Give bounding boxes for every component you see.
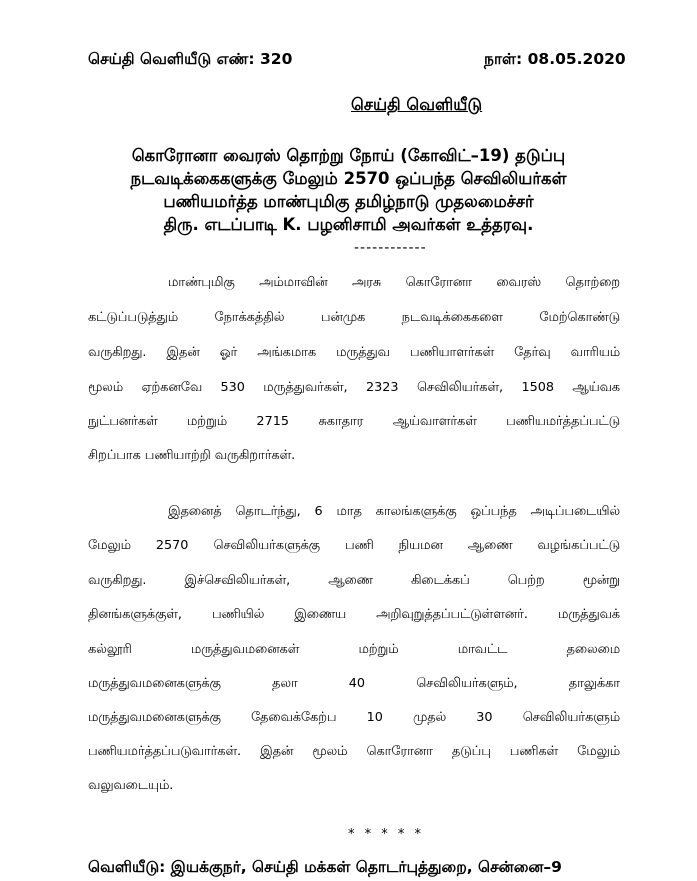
heading-line-3: பணியமர்த்த மாண்புமிகு தமிழ்நாடு முதலமைச்சர் [163, 192, 534, 211]
release-number: செய்தி வெளியீடு எண்: 320 [88, 50, 293, 68]
paragraph-line: சிறப்பாக பணியாற்றி வருகிறார்கள். [88, 448, 296, 463]
paragraph-line: மருத்துவமனைகளுக்கு தலா 40 செவிலியர்களும், தாலுக்கா [88, 676, 620, 691]
paragraph-line: கல்லூரி மருத்துவமனைகள் மற்றும் மாவட்ட தலைமை [88, 642, 620, 657]
paragraph-line: தினங்களுக்குள், பணியில் இணைய அறிவுறுத்தப்பட்டுள்ளனர். மருத்துவக் [88, 607, 620, 622]
paragraph-line: வருகிறது. இதன் ஓர் அங்கமாக மருத்துவ பணியாளர்கள் தேர்வு வாரியம் [88, 345, 620, 360]
end-marker: * * * * * [348, 827, 425, 842]
heading-line-4: திரு. எடப்பாடி K. பழனிசாமி அவர்கள் உத்தரவு. [163, 215, 534, 234]
paragraph-line: வருகிறது. இச்செவிலியர்கள், ஆணை கிடைக்கப் பெற்ற மூன்று [88, 573, 620, 588]
paragraph-line: நுட்பனர்கள் மற்றும் 2715 சுகாதார ஆய்வாளர்கள் பணியமர்த்தப்பட்டு [88, 414, 620, 429]
heading-line-1: கொரோனா வைரஸ் தொற்று நோய் (கோவிட்–19) தடுப்பு [131, 146, 566, 165]
paragraph-line: கட்டுப்படுத்தும் நோக்கத்தில் பன்முக நடவடிக்கைகளை மேற்கொண்டு [88, 310, 620, 325]
release-date: நாள்: 08.05.2020 [484, 50, 626, 68]
paragraph-line: மாண்புமிகு அம்மாவின் அரசு கொரோனா வைரஸ் தொற்றை [168, 275, 620, 290]
footer-source: வெளியீடு: இயக்குநர், செய்தி மக்கள் தொடர்புத்துறை, சென்னை–9 [88, 858, 562, 876]
paragraph-line: இதனைத் தொடர்ந்து, 6 மாத காலங்களுக்கு ஒப்பந்த அடிப்படையில் [168, 504, 620, 519]
heading-line-2: நடவடிக்கைகளுக்கு மேலும் 2570 ஒப்பந்த செவிலியர்கள் [130, 169, 567, 188]
paragraph-line: வலுவடையும். [88, 778, 174, 793]
paragraph-line: மருத்துவமனைகளுக்கு தேவைக்கேற்ப 10 முதல் 30 செவிலியர்களும் [88, 710, 620, 725]
page-title: செய்தி வெளியீடு [351, 95, 483, 114]
divider: ------------ [354, 240, 427, 256]
paragraph-line: பணியமர்த்தப்படுவார்கள். இதன் மூலம் கொரோனா தடுப்பு பணிகள் மேலும் [88, 744, 620, 759]
paragraph-line: மூலம் ஏற்கனவே 530 மருத்துவர்கள், 2323 செவிலியர்கள், 1508 ஆய்வக [88, 380, 620, 395]
paragraph-line: மேலும் 2570 செவிலியர்களுக்கு பணி நியமன ஆணை வழங்கப்பட்டு [88, 538, 620, 553]
